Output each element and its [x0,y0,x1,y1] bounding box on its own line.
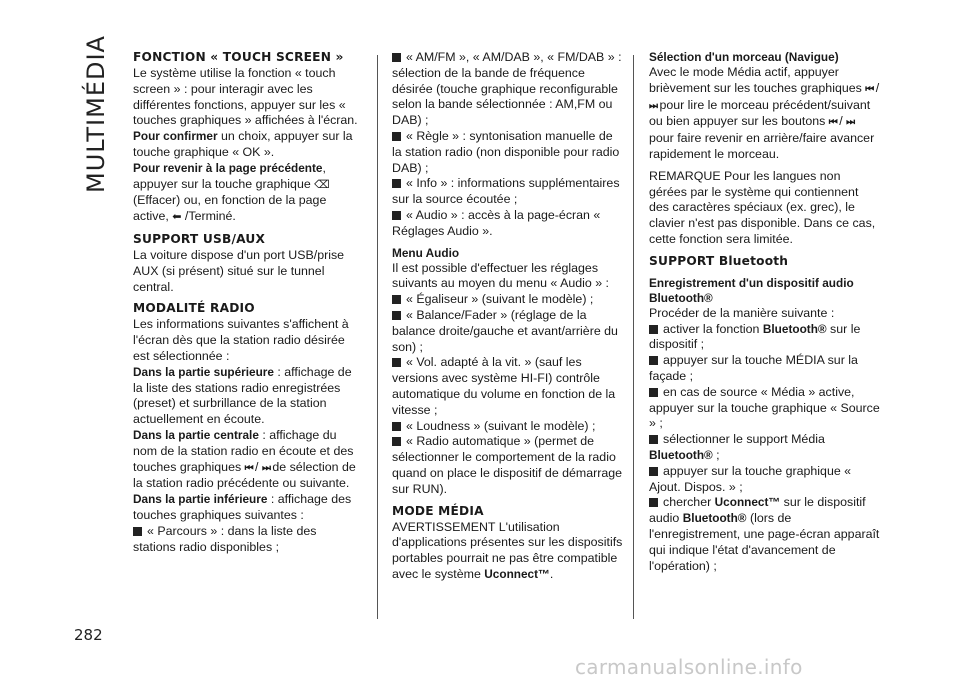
paragraph [649,65,881,163]
heading-touch-screen: FONCTION « TOUCH SCREEN » [133,50,344,64]
bullet-icon [392,132,401,141]
list-item [649,432,881,464]
bold-term: Dans la partie inférieure [133,492,268,507]
text: de sélection de la station radio précédente ou suivante. [133,459,356,491]
text: « Égaliseur » (suivant le modèle) ; [406,292,594,307]
text: /Terminé. [181,209,236,224]
list-item [649,495,881,574]
column-1 [133,50,358,555]
previous-track-icon: ⏮ [828,117,836,129]
paragraph: Les informations suivantes s'affichent à l'écran dès que la station radio désirée est sélectionnée : [133,317,349,363]
bold-term: Dans la partie centrale [133,427,259,442]
list-item [392,176,624,208]
text: en cas de source « Média » active, appuyer sur la touche graphique « Source » ; [649,384,880,431]
text: appuyer sur la touche graphique « Ajout. Dispos. » ; [649,463,852,494]
bullet-icon [649,498,658,507]
paragraph [133,129,358,161]
bullet-icon [649,388,658,397]
text: « Audio » : accès à la page-écran « Réglages Audio ». [392,207,601,238]
page-number: 282 [74,626,103,644]
list-item [392,308,624,355]
heading-bluetooth: SUPPORT Bluetooth [649,253,789,268]
back-arrow-icon: ⬅ [172,211,182,224]
text: , appuyer sur la touche graphique [133,160,326,191]
column-2 [392,50,624,583]
text: appuyer sur la touche MÉDIA sur la façade ; [649,353,858,383]
bullet-icon [649,356,658,365]
list-item [649,322,881,354]
bullet-icon [649,325,658,334]
text: chercher [663,495,715,510]
heading-menu-audio: Menu Audio [392,245,460,260]
text: (lors de l'enregistrement, une page-écran apparaît qui indique l'état d'avancement de l'opération) ; [649,511,880,573]
text: « Balance/Fader » (réglage de la balance droite/gauche et avant/arrière du son) ; [392,307,618,354]
next-track-icon: ⏭ [261,462,269,474]
text: pour faire revenir en arrière/faire avancer rapidement le morceau. [649,131,875,161]
text: . [549,566,554,581]
column-divider [633,55,634,619]
bullet-icon [392,437,401,446]
text: « Parcours » : dans la liste des stations radio disponibles ; [133,523,317,554]
paragraph [133,428,358,492]
bold-term: Pour revenir à la page précédente [133,160,323,175]
paragraph [133,365,358,428]
paragraph: Il est possible d'effectuer les réglages suivants au moyen du menu « Audio » : [392,260,609,291]
previous-track-icon: ⏮ [865,83,873,95]
text: un choix, appuyer sur la touche graphique « OK ». [133,129,353,159]
bold-term: Pour confirmer [133,129,218,144]
previous-track-icon: ⏮ [244,462,252,474]
text: : affichage de la liste des stations radio enregistrées (preset) et surbrillance de la station actuellement en écoute. [133,364,352,427]
text: pour lire le morceau précédent/suivant ou bien appuyer sur les boutons [649,97,871,129]
paragraph [392,520,624,583]
chapter-side-title [76,34,116,194]
text: « Règle » : syntonisation manuelle de la station radio (non disponible pour radio DAB) ; [392,128,620,175]
bullet-icon [392,311,401,320]
text: « Vol. adapté à la vit. » (sauf les versions avec système HI-FI) contrôle automatique du volume en fonction de la vitesse ; [392,355,616,417]
list-item [392,50,624,129]
text: sur le dispositif ; [649,321,861,352]
list-item [133,524,358,556]
text: / [872,80,880,95]
text: AVERTISSEMENT L'utilisation d'applications présentes sur les dispositifs portables pourrait ne pas être compatible avec le système [392,519,623,581]
chapter-title-text: MULTIMÉDIA [82,35,110,193]
text: / [835,114,847,129]
list-item [649,464,881,496]
paragraph: Le système utilise la fonction « touch screen » : pour interagir avec les différentes fonctions, appuyer sur les « touches graphiques » affichées à l'écran. [133,66,358,128]
text: ; [712,447,720,462]
text: : affichage du nom de la station radio en écoute et des touches graphiques [133,427,354,474]
text: (Effacer) ou, en fonction de la page active, [133,193,327,224]
text: « Radio automatique » (permet de sélectionner le comportement de la radio quand on place le dispositif de démarrage sur RUN). [392,434,623,496]
list-item [649,353,881,385]
list-item [649,385,881,432]
bold-term: Uconnect™ [714,495,781,510]
text: « AM/FM », « AM/DAB », « FM/DAB » : sélection de la bande de fréquence désirée (touche graphique reconfigurable selon la bande sélectionnée : AM,FM ou DAB) ; [392,50,622,128]
list-item [392,208,624,240]
heading-radio: MODALITÉ RADIO [133,301,255,316]
text: Avec le mode Média actif, appuyer brièvement sur les touches graphiques [649,65,866,95]
heading-track-selection: Sélection d'un morceau (Navigue) [649,50,839,64]
text: : affichage des touches graphiques suivantes : [133,492,352,522]
erase-icon: ⌫ [314,178,330,191]
list-item [392,434,624,497]
heading-usb-aux: SUPPORT USB/AUX [133,231,266,246]
column-3 [649,50,881,574]
bullet-icon [392,358,401,367]
text: / [251,459,262,474]
paragraph [133,492,358,524]
paragraph [133,161,358,226]
text: sélectionner le support Média [663,432,825,447]
list-item [392,292,624,308]
next-track-icon: ⏭ [649,100,656,112]
text: activer la fonction [663,321,763,336]
text: « Info » : informations supplémentaires sur la source écoutée ; [392,176,620,207]
bullet-icon [133,527,142,536]
paragraph: Procéder de la manière suivante : [649,305,835,320]
bold-term: Dans la partie supérieure [133,364,274,379]
column-divider [377,55,378,619]
list-item [392,355,624,418]
bullet-icon [392,53,401,62]
bold-term: Bluetooth® [762,321,827,336]
bold-term: Bluetooth® [682,511,747,526]
text: sur le dispositif audio [649,495,866,526]
heading-mode-media: MODE MÉDIA [392,503,484,518]
paragraph: La voiture dispose d'un port USB/prise AUX (si présent) situé sur le tunnel central. [133,247,345,294]
bold-term: Uconnect™ [484,566,550,581]
bold-term: Bluetooth® [649,447,713,462]
paragraph: REMARQUE Pour les langues non gérées par le système qui contiennent des caractères spéciaux (ex. grec), le clavier n'est pas disponible. Dans ce cas, cette fonction sera limitée. [649,168,876,246]
bullet-icon [649,435,658,444]
bullet-icon [392,422,401,431]
watermark: carmanualsonline.info [575,655,803,679]
bullet-icon [392,295,401,304]
text: « Loudness » (suivant le modèle) ; [406,418,596,433]
bullet-icon [392,179,401,188]
list-item [392,129,624,176]
bullet-icon [392,211,401,220]
heading-bluetooth-registration: Enregistrement d'un dispositif audio Bluetooth® [649,275,854,305]
bullet-icon [649,467,658,476]
next-track-icon: ⏭ [846,117,854,129]
list-item [392,419,624,435]
